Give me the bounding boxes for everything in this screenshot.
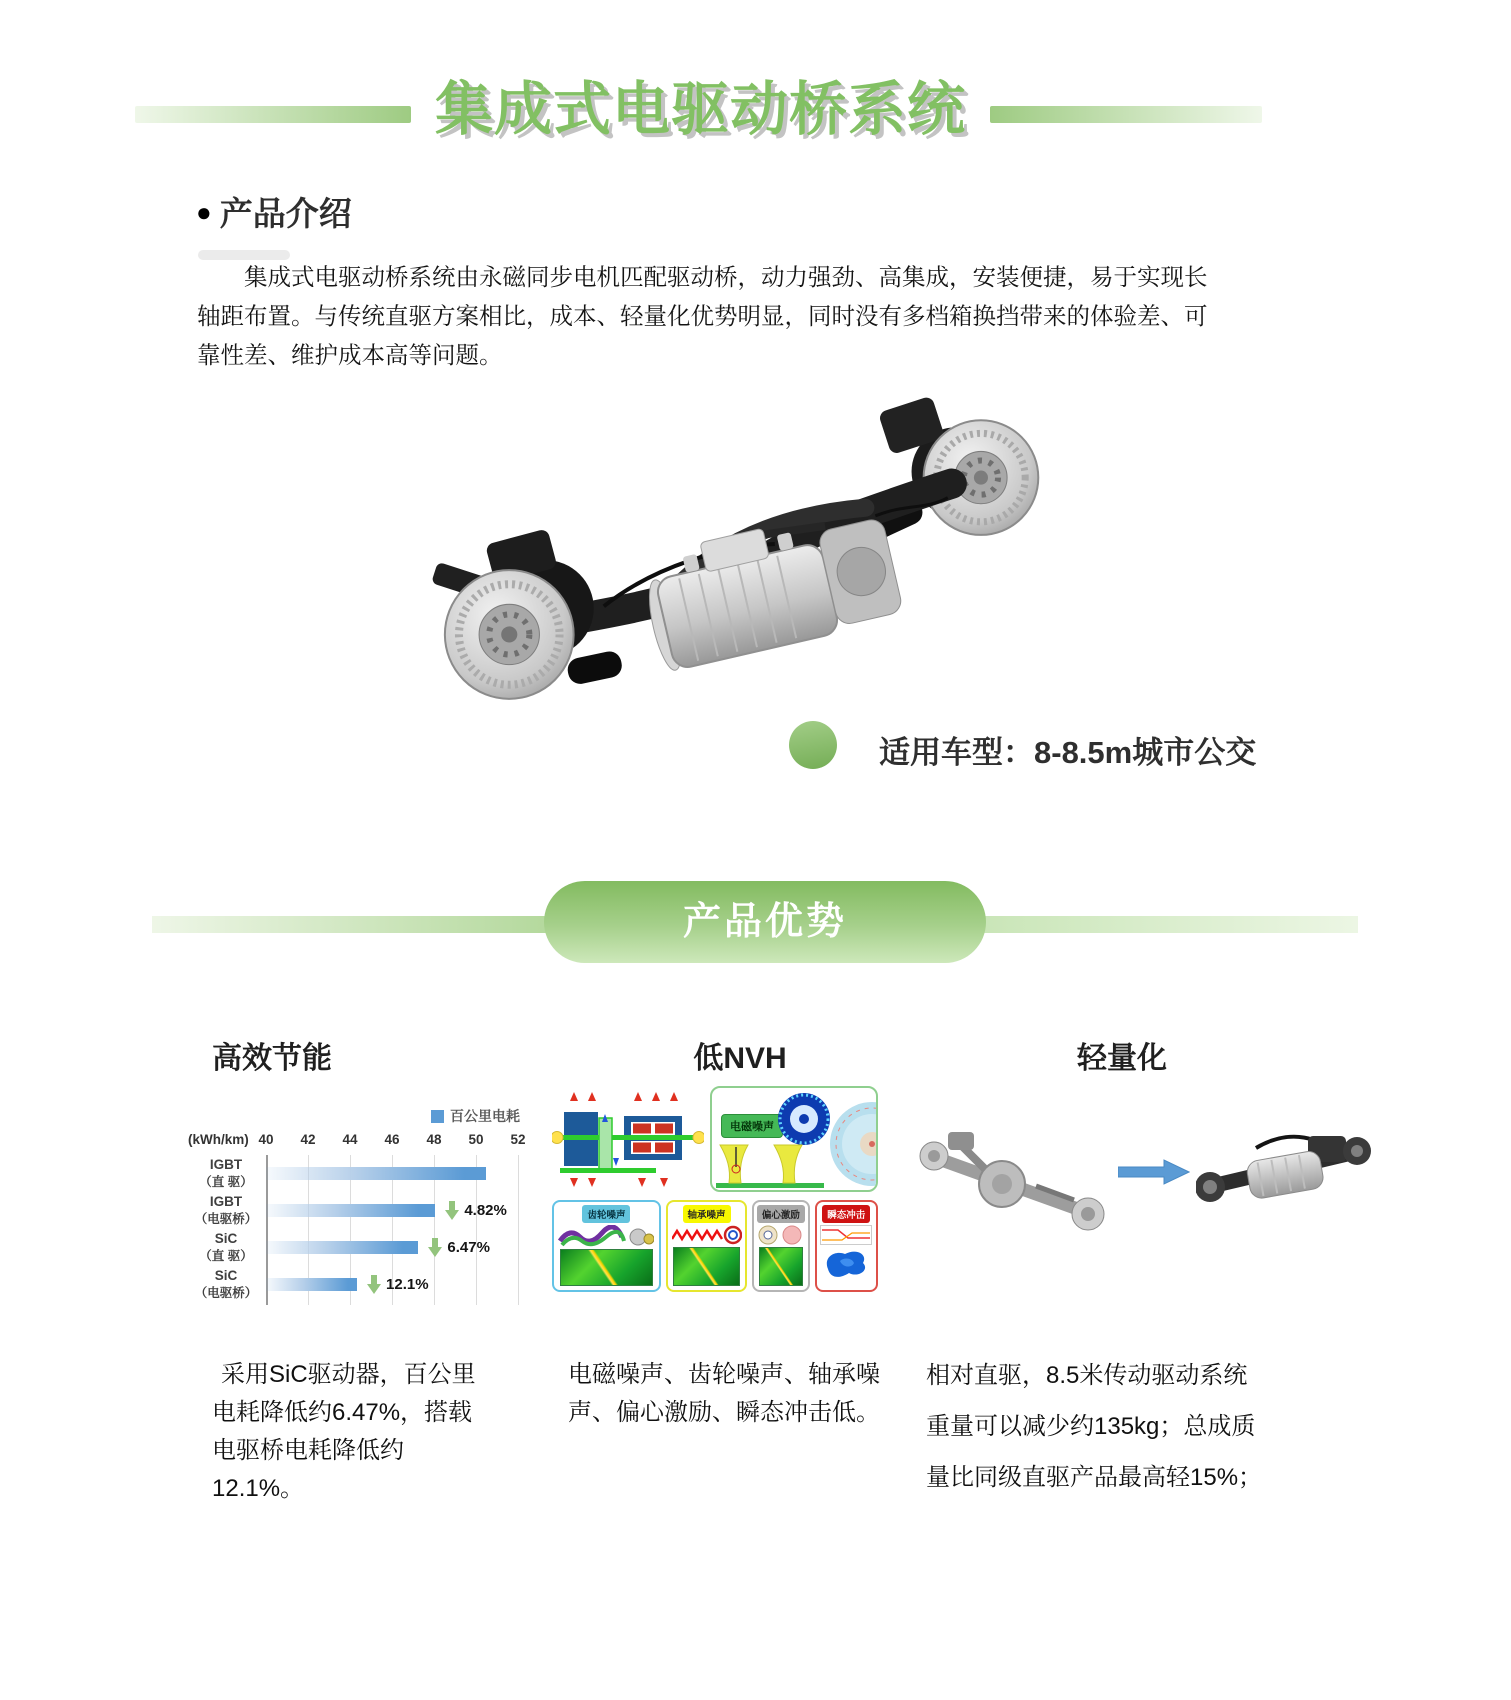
column-heading-lightweight: 轻量化 <box>1077 1042 1167 1075</box>
header-rule-left <box>135 106 411 123</box>
column-heading-efficiency: 高效节能 <box>212 1042 332 1075</box>
impact-mode-blob-icon <box>820 1247 872 1281</box>
chart-tick-label: 50 <box>468 1132 484 1147</box>
nvh-panel-bearing-noise <box>666 1200 747 1292</box>
nvh-badge-eccentric: 偏心激励 <box>757 1205 805 1223</box>
bullet-icon: ● <box>196 197 212 227</box>
chart-row <box>186 1266 520 1303</box>
chart-ticks <box>258 1132 526 1150</box>
chart-row-label: IGBT （直 驱） <box>199 1157 253 1189</box>
conventional-axle-image <box>918 1128 1110 1239</box>
chart-plot <box>186 1155 520 1305</box>
bearing-spectrogram <box>673 1247 740 1286</box>
chart-reduction-value: 4.82% <box>464 1202 507 1219</box>
down-arrow-icon <box>428 1238 442 1257</box>
chart-tick-label: 44 <box>342 1132 358 1147</box>
chart-tick-label: 40 <box>258 1132 274 1147</box>
driveline-schematic-illustration <box>552 1086 704 1192</box>
nvh-panel-electromagnetic <box>710 1086 878 1192</box>
chart-axis-row <box>186 1129 526 1153</box>
gear-mesh-icon <box>558 1225 654 1247</box>
chart-bar <box>266 1167 486 1180</box>
header-rule-right <box>990 106 1262 123</box>
legend-label: 百公里电耗 <box>450 1108 520 1124</box>
advantages-banner-pill: 产品优势 <box>544 881 986 963</box>
nvh-top-row <box>552 1086 878 1192</box>
gear-spectrogram <box>560 1249 653 1286</box>
chart-bar <box>266 1204 435 1217</box>
eaxle-image <box>1196 1112 1371 1227</box>
chart-row-label: SiC （直 驱） <box>199 1231 253 1263</box>
nvh-badge-bearing-noise: 轴承噪声 <box>683 1205 731 1223</box>
chart-legend <box>186 1106 520 1126</box>
nvh-panel-gear-noise <box>552 1200 661 1292</box>
nvh-collage <box>552 1086 878 1292</box>
chart-tick-label: 42 <box>300 1132 316 1147</box>
nvh-badge-electromagnetic: 电磁噪声 <box>721 1114 783 1138</box>
lightweight-description: 相对直驱，8.5米传动驱动系统重量可以减少约135kg；总成质量比同级直驱产品最高轻15%； <box>926 1362 1263 1491</box>
legend-swatch-icon <box>431 1110 444 1123</box>
column-heading-nvh: 低NVH <box>693 1042 787 1075</box>
chart-row-label: IGBT （电驱桥） <box>194 1194 258 1226</box>
application-label: 适用车型：8-8.5m城市公交 <box>879 735 1257 770</box>
chart-tick-label: 46 <box>384 1132 400 1147</box>
right-arrow-icon <box>1118 1158 1190 1191</box>
chart-axis-label: (kWh/km) <box>188 1132 249 1147</box>
chart-annotation <box>367 1275 429 1294</box>
chart-tick-label: 48 <box>426 1132 442 1147</box>
brake-disc-plot-icon <box>828 1100 878 1188</box>
chart-tick-label: 52 <box>510 1132 526 1147</box>
chart-row-track <box>266 1229 520 1266</box>
intro-heading-text: 产品介绍 <box>219 195 352 232</box>
energy-consumption-chart <box>186 1106 526 1305</box>
chart-rows <box>186 1155 520 1303</box>
product-hero-image <box>392 375 1062 725</box>
force-surface-icon <box>716 1137 824 1189</box>
nvh-panel-eccentric <box>752 1200 809 1292</box>
chart-row-track <box>266 1266 520 1303</box>
intro-paragraph: 集成式电驱动桥系统由永磁同步电机匹配驱动桥，动力强劲、高集成，安装便捷，易于实现长轴距布置。与传统直驱方案相比，成本、轻量化优势明显，同时没有多档箱换挡带来的体验差、可靠性差、维护成本高等问题。 <box>197 264 1208 368</box>
chart-row <box>186 1229 520 1266</box>
transient-plot-icon <box>820 1225 872 1245</box>
chart-row-track <box>266 1192 520 1229</box>
chart-row <box>186 1155 520 1192</box>
chart-reduction-value: 12.1% <box>386 1276 429 1293</box>
down-arrow-icon <box>367 1275 381 1294</box>
nvh-description: 电磁噪声、齿轮噪声、轴承噪声、偏心激励、瞬态冲击低。 <box>568 1361 880 1426</box>
drive-axle-illustration <box>392 375 1062 725</box>
intro-heading <box>196 188 352 235</box>
nvh-bottom-row <box>552 1200 878 1292</box>
chart-reduction-value: 6.47% <box>447 1239 490 1256</box>
bearing-waveform-icon <box>672 1225 742 1245</box>
chart-annotation <box>445 1201 507 1220</box>
down-arrow-icon <box>445 1201 459 1220</box>
chart-row-track <box>266 1155 520 1192</box>
chart-bar <box>266 1278 357 1291</box>
chart-annotation <box>428 1238 490 1257</box>
eccentric-spectrogram <box>759 1247 804 1286</box>
nvh-badge-gear-noise: 齿轮噪声 <box>582 1205 630 1223</box>
chart-bar <box>266 1241 418 1254</box>
green-dot-icon <box>789 721 837 769</box>
efficiency-description: 采用SiC驱动器，百公里电耗降低约6.47%，搭载电驱桥电耗降低约12.1%。 <box>212 1361 476 1502</box>
eccentric-orbits-icon <box>758 1225 804 1245</box>
page-title: 集成式电驱动桥系统 <box>434 77 966 142</box>
nvh-panel-transient <box>815 1200 878 1292</box>
chart-row-label: SiC （电驱桥） <box>194 1268 258 1300</box>
chart-row <box>186 1192 520 1229</box>
nvh-badge-transient: 瞬态冲击 <box>822 1205 870 1223</box>
